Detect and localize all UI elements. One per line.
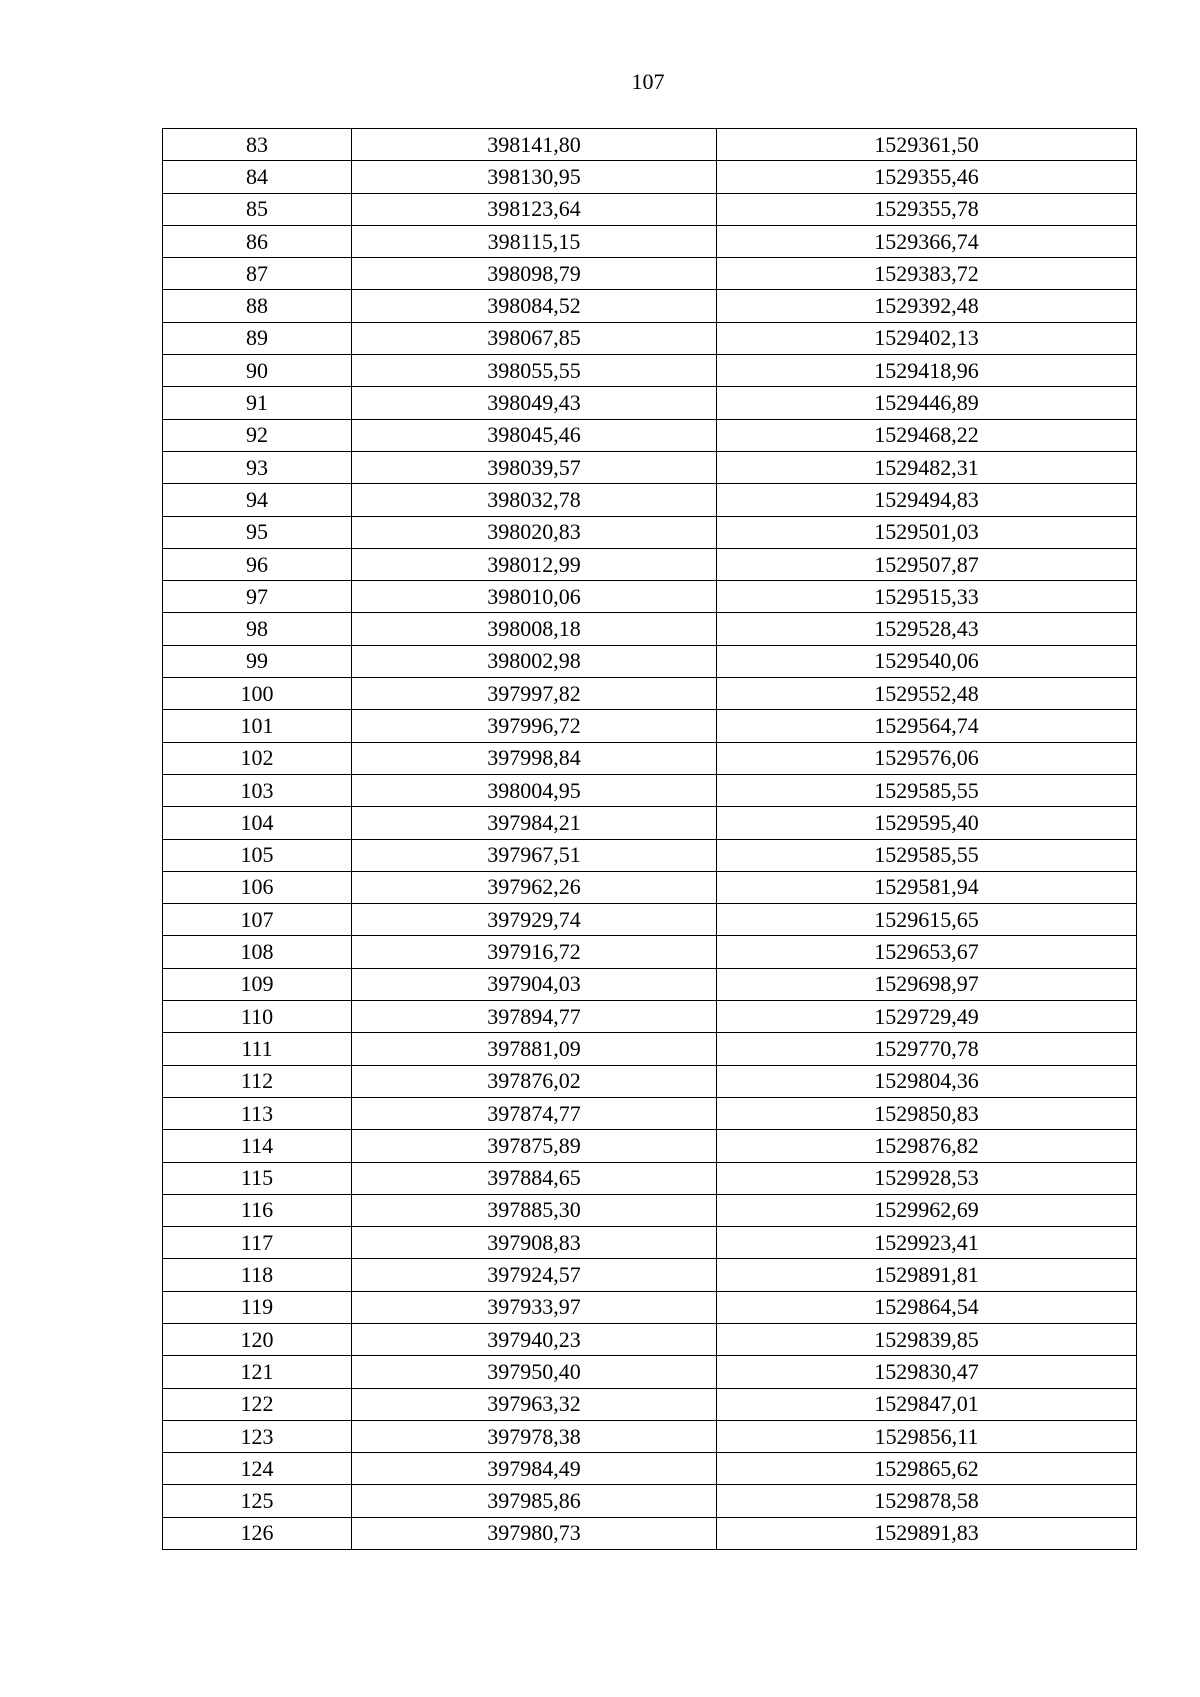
table-row <box>163 1420 1137 1452</box>
x-coordinate-cell: 397997,82 <box>352 678 717 710</box>
y-coordinate-cell: 1529355,46 <box>717 161 1137 193</box>
point-number-cell: 124 <box>163 1453 352 1485</box>
y-coordinate-cell: 1529366,74 <box>717 225 1137 257</box>
x-coordinate-cell: 398084,52 <box>352 290 717 322</box>
table-row <box>163 548 1137 580</box>
point-number-cell: 104 <box>163 807 352 839</box>
table-row <box>163 1097 1137 1129</box>
x-coordinate-cell: 398004,95 <box>352 774 717 806</box>
page-number: 107 <box>631 69 665 94</box>
point-number-cell: 126 <box>163 1517 352 1549</box>
table-row <box>163 839 1137 871</box>
table-row <box>163 387 1137 419</box>
x-coordinate-cell: 397874,77 <box>352 1097 717 1129</box>
x-coordinate-cell: 397904,03 <box>352 968 717 1000</box>
y-coordinate-cell: 1529830,47 <box>717 1356 1137 1388</box>
coordinates-table <box>162 128 1137 1550</box>
x-coordinate-cell: 397962,26 <box>352 871 717 903</box>
table-row <box>163 613 1137 645</box>
x-coordinate-cell: 398002,98 <box>352 645 717 677</box>
point-number-cell: 109 <box>163 968 352 1000</box>
x-coordinate-cell: 398123,64 <box>352 193 717 225</box>
table-row <box>163 1194 1137 1226</box>
x-coordinate-cell: 397996,72 <box>352 710 717 742</box>
x-coordinate-cell: 397984,21 <box>352 807 717 839</box>
x-coordinate-cell: 398141,80 <box>352 129 717 161</box>
point-number-cell: 100 <box>163 678 352 710</box>
y-coordinate-cell: 1529585,55 <box>717 774 1137 806</box>
table-row <box>163 1259 1137 1291</box>
table-row <box>163 904 1137 936</box>
point-number-cell: 102 <box>163 742 352 774</box>
point-number-cell: 110 <box>163 1001 352 1033</box>
table-row <box>163 742 1137 774</box>
table-row <box>163 193 1137 225</box>
y-coordinate-cell: 1529891,81 <box>717 1259 1137 1291</box>
point-number-cell: 114 <box>163 1130 352 1162</box>
table-row <box>163 807 1137 839</box>
point-number-cell: 111 <box>163 1033 352 1065</box>
point-number-cell: 119 <box>163 1291 352 1323</box>
table-row <box>163 1033 1137 1065</box>
point-number-cell: 108 <box>163 936 352 968</box>
x-coordinate-cell: 397950,40 <box>352 1356 717 1388</box>
table-row <box>163 1065 1137 1097</box>
x-coordinate-cell: 398012,99 <box>352 548 717 580</box>
x-coordinate-cell: 397885,30 <box>352 1194 717 1226</box>
point-number-cell: 115 <box>163 1162 352 1194</box>
point-number-cell: 89 <box>163 322 352 354</box>
x-coordinate-cell: 398039,57 <box>352 451 717 483</box>
point-number-cell: 97 <box>163 581 352 613</box>
y-coordinate-cell: 1529528,43 <box>717 613 1137 645</box>
y-coordinate-cell: 1529482,31 <box>717 451 1137 483</box>
table-row <box>163 1162 1137 1194</box>
y-coordinate-cell: 1529446,89 <box>717 387 1137 419</box>
table-row <box>163 225 1137 257</box>
table-row <box>163 1130 1137 1162</box>
y-coordinate-cell: 1529962,69 <box>717 1194 1137 1226</box>
point-number-cell: 96 <box>163 548 352 580</box>
point-number-cell: 106 <box>163 871 352 903</box>
point-number-cell: 123 <box>163 1420 352 1452</box>
x-coordinate-cell: 398098,79 <box>352 258 717 290</box>
y-coordinate-cell: 1529839,85 <box>717 1323 1137 1355</box>
x-coordinate-cell: 397908,83 <box>352 1227 717 1259</box>
table-row <box>163 1227 1137 1259</box>
y-coordinate-cell: 1529615,65 <box>717 904 1137 936</box>
table-row <box>163 1453 1137 1485</box>
y-coordinate-cell: 1529564,74 <box>717 710 1137 742</box>
y-coordinate-cell: 1529515,33 <box>717 581 1137 613</box>
y-coordinate-cell: 1529418,96 <box>717 355 1137 387</box>
coordinates-table-body <box>163 129 1137 1550</box>
point-number-cell: 105 <box>163 839 352 871</box>
table-row <box>163 129 1137 161</box>
point-number-cell: 125 <box>163 1485 352 1517</box>
point-number-cell: 99 <box>163 645 352 677</box>
x-coordinate-cell: 397876,02 <box>352 1065 717 1097</box>
y-coordinate-cell: 1529552,48 <box>717 678 1137 710</box>
x-coordinate-cell: 397985,86 <box>352 1485 717 1517</box>
y-coordinate-cell: 1529355,78 <box>717 193 1137 225</box>
x-coordinate-cell: 398130,95 <box>352 161 717 193</box>
x-coordinate-cell: 397998,84 <box>352 742 717 774</box>
y-coordinate-cell: 1529923,41 <box>717 1227 1137 1259</box>
x-coordinate-cell: 398020,83 <box>352 516 717 548</box>
y-coordinate-cell: 1529585,55 <box>717 839 1137 871</box>
y-coordinate-cell: 1529878,58 <box>717 1485 1137 1517</box>
x-coordinate-cell: 398055,55 <box>352 355 717 387</box>
x-coordinate-cell: 397929,74 <box>352 904 717 936</box>
y-coordinate-cell: 1529804,36 <box>717 1065 1137 1097</box>
point-number-cell: 83 <box>163 129 352 161</box>
x-coordinate-cell: 397916,72 <box>352 936 717 968</box>
table-row <box>163 678 1137 710</box>
x-coordinate-cell: 398045,46 <box>352 419 717 451</box>
y-coordinate-cell: 1529847,01 <box>717 1388 1137 1420</box>
x-coordinate-cell: 397940,23 <box>352 1323 717 1355</box>
y-coordinate-cell: 1529494,83 <box>717 484 1137 516</box>
y-coordinate-cell: 1529581,94 <box>717 871 1137 903</box>
table-row <box>163 1323 1137 1355</box>
point-number-cell: 113 <box>163 1097 352 1129</box>
y-coordinate-cell: 1529864,54 <box>717 1291 1137 1323</box>
table-row <box>163 1291 1137 1323</box>
y-coordinate-cell: 1529876,82 <box>717 1130 1137 1162</box>
y-coordinate-cell: 1529856,11 <box>717 1420 1137 1452</box>
table-row <box>163 936 1137 968</box>
table-row <box>163 968 1137 1000</box>
x-coordinate-cell: 398115,15 <box>352 225 717 257</box>
point-number-cell: 88 <box>163 290 352 322</box>
x-coordinate-cell: 397933,97 <box>352 1291 717 1323</box>
point-number-cell: 120 <box>163 1323 352 1355</box>
y-coordinate-cell: 1529865,62 <box>717 1453 1137 1485</box>
table-row <box>163 645 1137 677</box>
table-row <box>163 484 1137 516</box>
table-row <box>163 290 1137 322</box>
point-number-cell: 93 <box>163 451 352 483</box>
y-coordinate-cell: 1529653,67 <box>717 936 1137 968</box>
table-row <box>163 871 1137 903</box>
x-coordinate-cell: 397984,49 <box>352 1453 717 1485</box>
table-row <box>163 1485 1137 1517</box>
x-coordinate-cell: 398032,78 <box>352 484 717 516</box>
table-row <box>163 419 1137 451</box>
table-row <box>163 581 1137 613</box>
table-row <box>163 1388 1137 1420</box>
point-number-cell: 94 <box>163 484 352 516</box>
point-number-cell: 95 <box>163 516 352 548</box>
point-number-cell: 103 <box>163 774 352 806</box>
table-row <box>163 1001 1137 1033</box>
point-number-cell: 91 <box>163 387 352 419</box>
x-coordinate-cell: 397978,38 <box>352 1420 717 1452</box>
point-number-cell: 92 <box>163 419 352 451</box>
point-number-cell: 101 <box>163 710 352 742</box>
table-row <box>163 774 1137 806</box>
point-number-cell: 118 <box>163 1259 352 1291</box>
y-coordinate-cell: 1529392,48 <box>717 290 1137 322</box>
y-coordinate-cell: 1529850,83 <box>717 1097 1137 1129</box>
table-row <box>163 258 1137 290</box>
y-coordinate-cell: 1529770,78 <box>717 1033 1137 1065</box>
x-coordinate-cell: 397875,89 <box>352 1130 717 1162</box>
point-number-cell: 86 <box>163 225 352 257</box>
point-number-cell: 122 <box>163 1388 352 1420</box>
y-coordinate-cell: 1529891,83 <box>717 1517 1137 1549</box>
x-coordinate-cell: 398008,18 <box>352 613 717 645</box>
y-coordinate-cell: 1529507,87 <box>717 548 1137 580</box>
table-row <box>163 710 1137 742</box>
point-number-cell: 116 <box>163 1194 352 1226</box>
x-coordinate-cell: 397884,65 <box>352 1162 717 1194</box>
x-coordinate-cell: 397894,77 <box>352 1001 717 1033</box>
x-coordinate-cell: 398010,06 <box>352 581 717 613</box>
y-coordinate-cell: 1529576,06 <box>717 742 1137 774</box>
x-coordinate-cell: 398067,85 <box>352 322 717 354</box>
x-coordinate-cell: 397967,51 <box>352 839 717 871</box>
y-coordinate-cell: 1529402,13 <box>717 322 1137 354</box>
point-number-cell: 121 <box>163 1356 352 1388</box>
y-coordinate-cell: 1529698,97 <box>717 968 1137 1000</box>
y-coordinate-cell: 1529595,40 <box>717 807 1137 839</box>
x-coordinate-cell: 397924,57 <box>352 1259 717 1291</box>
table-row <box>163 161 1137 193</box>
table-row <box>163 322 1137 354</box>
point-number-cell: 85 <box>163 193 352 225</box>
y-coordinate-cell: 1529501,03 <box>717 516 1137 548</box>
x-coordinate-cell: 397881,09 <box>352 1033 717 1065</box>
table-row <box>163 516 1137 548</box>
y-coordinate-cell: 1529928,53 <box>717 1162 1137 1194</box>
x-coordinate-cell: 398049,43 <box>352 387 717 419</box>
y-coordinate-cell: 1529383,72 <box>717 258 1137 290</box>
point-number-cell: 117 <box>163 1227 352 1259</box>
point-number-cell: 87 <box>163 258 352 290</box>
y-coordinate-cell: 1529540,06 <box>717 645 1137 677</box>
point-number-cell: 98 <box>163 613 352 645</box>
x-coordinate-cell: 397980,73 <box>352 1517 717 1549</box>
y-coordinate-cell: 1529361,50 <box>717 129 1137 161</box>
point-number-cell: 84 <box>163 161 352 193</box>
table-row <box>163 1356 1137 1388</box>
y-coordinate-cell: 1529729,49 <box>717 1001 1137 1033</box>
table-row <box>163 355 1137 387</box>
point-number-cell: 112 <box>163 1065 352 1097</box>
point-number-cell: 90 <box>163 355 352 387</box>
table-row <box>163 1517 1137 1549</box>
table-row <box>163 451 1137 483</box>
point-number-cell: 107 <box>163 904 352 936</box>
x-coordinate-cell: 397963,32 <box>352 1388 717 1420</box>
y-coordinate-cell: 1529468,22 <box>717 419 1137 451</box>
